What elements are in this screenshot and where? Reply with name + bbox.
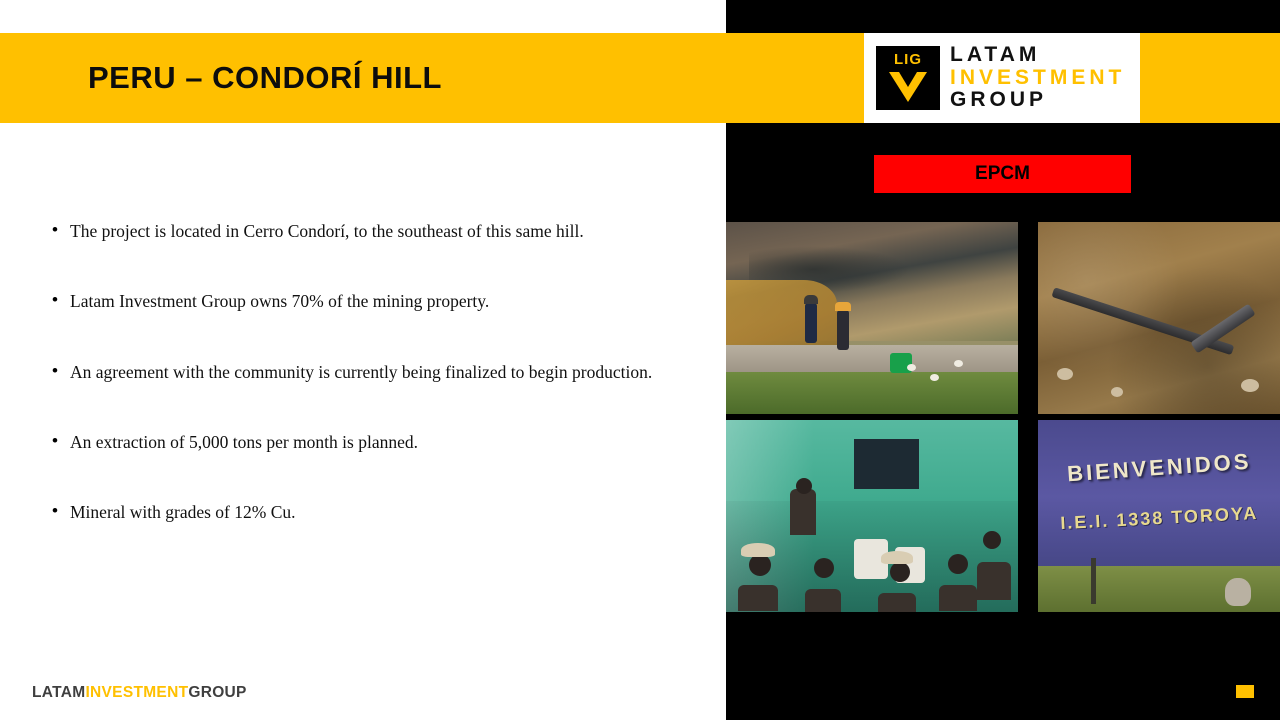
logo-wordmark [950,44,1125,112]
list-item [48,218,688,244]
list-item [48,429,688,455]
photo2-stone [1111,387,1123,397]
bullet-list [48,218,688,569]
photo3-body [805,589,841,612]
logo [864,33,1140,123]
footer-part-1: LATAM [32,684,86,701]
footer-wordmark [32,684,247,702]
bullet-marker: • [52,430,58,450]
footer-part-2: INVESTMENT [85,684,189,701]
photo3-blackboard [854,439,918,489]
bullet-marker: • [52,220,58,239]
photo3-hat [881,551,913,564]
logo-line-3: GROUP [950,88,1048,112]
logo-triangle-inner-icon [899,72,917,87]
photo-pickaxe-on-mineral-ground [1038,222,1280,414]
logo-mark-text: LIG [894,51,922,68]
lig-monogram-icon [876,46,940,110]
list-item [48,359,688,385]
photo3-body [878,593,916,612]
photo1-person-left [805,303,817,343]
photo3-body [939,585,977,611]
list-item [48,499,688,525]
bullet-text: Mineral with grades of 12% Cu. [70,502,296,522]
logo-line-1: LATAM [950,42,1041,66]
photo1-sample-spot [930,374,939,381]
page-title: PERU – CONDORÍ HILL [88,60,442,95]
bullet-text: An extraction of 5,000 tons per month is planned. [70,431,418,452]
photo-community-meeting-room [726,420,1018,612]
bullet-text: The project is located in Cerro Condorí, to the southeast of this same hill. [70,221,584,241]
photo3-standing-speaker [790,489,816,535]
photo1-person-right [837,310,849,350]
bullet-marker: • [52,360,58,380]
photo4-rock [1225,578,1251,606]
photo4-caption-primary: BIENVENIDOS [1066,448,1252,486]
corner-accent-icon [1236,685,1254,698]
photo1-grass [726,372,1018,414]
photo-rock-outcrop-with-geologists [726,222,1018,414]
logo-line-2: INVESTMENT [950,65,1126,89]
photo3-head [890,562,910,582]
bullet-marker: • [52,290,58,310]
photo3-hat [741,543,775,557]
list-item [48,288,688,314]
photo1-sample-spot [954,360,963,367]
bullet-marker: • [52,501,58,520]
photo-bienvenidos-painted-wall [1038,420,1280,612]
photo3-head [796,478,812,494]
epcm-badge: EPCM [874,155,1131,193]
bullet-text: An agreement with the community is currently being finalized to begin production. [70,361,653,382]
photo3-body [977,562,1011,600]
photo3-body [738,585,778,611]
bullet-text: Latam Investment Group owns 70% of the mining property. [70,291,490,312]
footer-part-3: GROUP [188,684,247,701]
photo3-head [814,558,834,578]
photo4-post [1091,558,1096,604]
photo4-caption-secondary: I.E.I. 1338 TOROYA [1059,503,1259,534]
